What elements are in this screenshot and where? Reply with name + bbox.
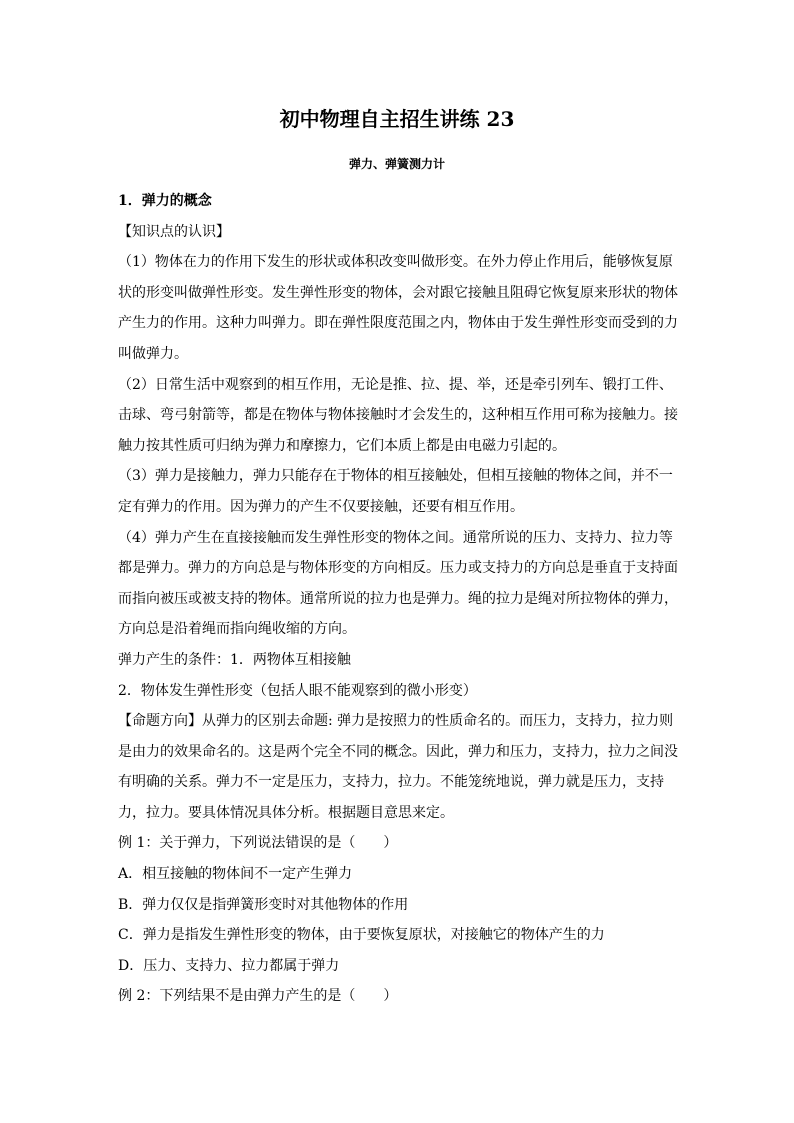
paragraph-3: （3）弹力是接触力，弹力只能存在于物体的相互接触处，但相互接触的物体之间，并不一定有弹力的作用。因为弹力的产生不仅要接触，还要有相互作用。 xyxy=(118,468,673,515)
example-1-option-b: B．弹力仅仅是指弹簧形变时对其他物体的作用 xyxy=(118,896,409,913)
section-heading: 1．弹力的概念 xyxy=(118,193,212,209)
paragraph-4: （4）弹力产生在直接接触而发生弹性形变的物体之间。通常所说的压力、支持力、拉力等都是弹力。弹力的方向总是与物体形变的方向相反。压力或支持力的方向总是垂直于支持面而指向被压或被支持的物体。通常所说的拉力也是弹力。绳的拉力是绳对所拉物体的弹力，方向总是沿着绳而指向绳收缩的方向。 xyxy=(118,529,678,638)
condition-1: 弹力产生的条件：1．两物体互相接触 xyxy=(118,651,351,668)
example-1-option-d: D．压力、支持力、拉力都属于弹力 xyxy=(118,957,340,974)
document-subtitle: 弹力、弹簧测力计 xyxy=(348,157,445,171)
knowledge-label: 【知识点的认识】 xyxy=(118,223,230,240)
paragraph-2: （2）日常生活中观察到的相互作用，无论是推、拉、提、举，还是牵引列车、锻打工件、击球、弯弓射箭等，都是在物体与物体接触时才会发生的，这种相互作用可称为接触力。接触力按其性质可归纳为弹力和摩擦力，它们本质上都是由电磁力引起的。 xyxy=(118,376,678,454)
proposition-text: 从弹力的区别去命题: 弹力是按照力的性质命名的。而压力，支持力，拉力则是由力的效果命名的。这是两个完全不同的概念。因此，弹力和压力，支持力，拉力之间没有明确的关系。弹力不一定是压力，支持力，拉力。不能笼统地说，弹力就是压力，支持力，拉力。要具体情况具体分析。根据题目意思来定。 xyxy=(118,713,678,821)
example-1-option-a: A．相互接触的物体间不一定产生弹力 xyxy=(118,866,353,883)
example-2-question: 例 2：下列结果不是由弹力产生的是（ ） xyxy=(118,988,398,1005)
example-1-option-c: C．弹力是指发生弹性形变的物体，由于要恢复原状，对接触它的物体产生的力 xyxy=(118,927,605,944)
document-title: 初中物理自主招生讲练 23 xyxy=(279,107,515,131)
condition-2: 2．物体发生弹性形变（包括人眼不能观察到的微小形变） xyxy=(118,682,477,699)
paragraph-1: （1）物体在力的作用下发生的形状或体积改变叫做形变。在外力停止作用后，能够恢复原状的形变叫做弹性形变。发生弹性形变的物体，会对跟它接触且阻碍它恢复原来形状的物体产生力的作用。这种力叫弹力。即在弹性限度范围之内，物体由于发生弹性形变而受到的力叫做弹力。 xyxy=(118,254,678,362)
document-body xyxy=(118,186,678,1012)
proposition-label: 【命题方向】 xyxy=(118,713,202,730)
example-1-question: 例 1：关于弹力，下列说法错误的是（ ） xyxy=(118,835,398,852)
proposition-paragraph xyxy=(118,706,678,828)
